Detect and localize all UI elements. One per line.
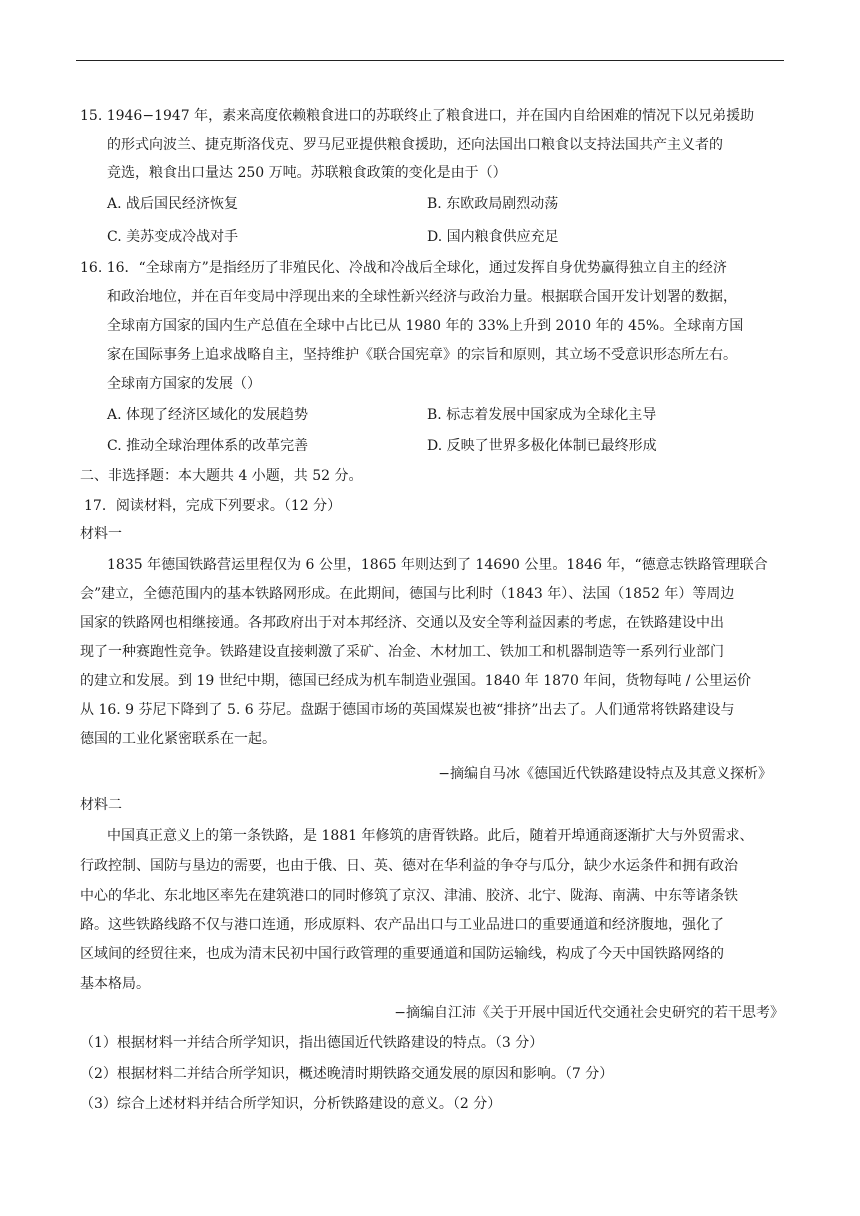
material-2-line-2: 行政控制、国防与垦边的需要，也由于俄、日、英、德对在华利益的争夺与瓜分，缺少水运条件和拥有政治: [80, 858, 738, 874]
q15-stem-line-2: 的形式向波兰、捷克斯洛伐克、罗马尼亚提供粮食援助，还向法国出口粮食以支持法国共产主义者的: [107, 137, 723, 153]
q15-stem-line-3: 竞选，粮食出口量达 250 万吨。苏联粮食政策的变化是由于（）: [107, 165, 507, 181]
material-1-line-5: 的建立和发展。到 19 世纪中期，德国已经成为机车制造业强国。1840 年 1870 年间，货物每吨 / 公里运价: [80, 673, 751, 689]
q17-sub-question-3: （3）综合上述材料并结合所学知识，分析铁路建设的意义。（2 分）: [80, 1096, 502, 1112]
material-2-line-5: 区域间的经贸往来，也成为清末民初中国行政管理的重要通道和国防运输线，构成了今天中国铁路网络的: [80, 946, 724, 962]
q16-option-d[interactable]: D. 反映了世界多极化体制已最终形成: [427, 438, 657, 454]
q16-option-a[interactable]: A. 体现了经济区域化的发展趋势: [107, 407, 309, 423]
material-1-line-1: 1835 年德国铁路营运里程仅为 6 公里，1865 年则达到了 14690 公里。1846 年，“德意志铁路管理联合: [107, 557, 768, 573]
q16-stem-line-5: 全球南方国家的发展（）: [107, 376, 261, 392]
q16-stem-line-4: 家在国际事务上追求战略自主，坚持维护《联合国宪章》的宗旨和原则，其立场不受意识形态所左右。: [107, 347, 737, 363]
material-2-label: 材料二: [80, 797, 122, 813]
material-2-line-6: 基本格局。: [80, 976, 150, 992]
material-2-line-3: 中心的华北、东北地区率先在建筑港口的同时修筑了京汉、津浦、胶济、北宁、陇海、南满、中东等诸条铁: [80, 888, 738, 904]
section-heading: 二、非选择题：本大题共 4 小题，共 52 分。: [80, 468, 363, 484]
material-1-source: −摘编自马冰《德国近代铁路建设特点及其意义探析》: [438, 766, 772, 782]
header-rule: [76, 60, 784, 61]
material-1-line-2: 会”建立，全德范围内的基本铁路网形成。在此期间，德国与比利时（1843 年）、法国（1852 年）等周边: [80, 586, 735, 602]
material-1-line-3: 国家的铁路网也相继接通。各邦政府出于对本邦经济、交通以及安全等利益因素的考虑，在铁路建设中出: [80, 615, 724, 631]
q15-option-d[interactable]: D. 国内粮食供应充足: [427, 229, 559, 245]
material-1-line-7: 德国的工业化紧密联系在一起。: [80, 731, 276, 747]
q16-option-c[interactable]: C. 推动全球治理体系的改革完善: [107, 438, 309, 454]
material-2-line-1: 中国真正意义上的第一条铁路，是 1881 年修筑的唐胥铁路。此后，随着开埠通商逐渐扩大与外贸需求、: [107, 828, 754, 844]
q15-option-c[interactable]: C. 美苏变成冷战对手: [107, 229, 239, 245]
material-1-line-6: 从 16. 9 芬尼下降到了 5. 6 芬尼。盘踞于德国市场的英国煤炭也被“排挤”出去了。人们通常将铁路建设与: [80, 702, 735, 718]
q16-stem-line-3: 全球南方国家的国内生产总值在全球中占比已从 1980 年的 33%上升到 2010 年的 45%。全球南方国: [107, 318, 744, 334]
material-1-label: 材料一: [80, 526, 122, 542]
q15-option-a[interactable]: A. 战后国民经济恢复: [107, 196, 239, 212]
material-2-line-4: 路。这些铁路线路不仅与港口连通，形成原料、农产品出口与工业品进口的重要通道和经济腹地，强化了: [80, 917, 724, 933]
q16-stem-line-1: 16. 16．“全球南方”是指经历了非殖民化、冷战和冷战后全球化，通过发挥自身优势赢得独立自主的经济: [80, 260, 727, 276]
q15-stem-line-1: 15. 1946−1947 年，素来高度依赖粮食进口的苏联终止了粮食进口，并在国内自给困难的情况下以兄弟援助: [80, 108, 755, 124]
material-1-line-4: 现了一种赛跑性竞争。铁路建设直接刺激了采矿、冶金、木材加工、铁加工和机器制造等一系列行业部门: [80, 644, 724, 660]
q16-stem-line-2: 和政治地位，并在百年变局中浮现出来的全球性新兴经济与政治力量。根据联合国开发计划署的数据，: [107, 289, 737, 305]
q17-sub-question-2: （2）根据材料二并结合所学知识，概述晚清时期铁路交通发展的原因和影响。（7 分）: [80, 1066, 614, 1082]
q17-stem: 17．阅读材料，完成下列要求。（12 分）: [84, 498, 342, 514]
material-2-source: −摘编自江沛《关于开展中国近代交通社会史研究的若干思考》: [394, 1005, 784, 1021]
q16-option-b[interactable]: B. 标志着发展中国家成为全球化主导: [427, 407, 657, 423]
q15-option-b[interactable]: B. 东欧政局剧烈动荡: [427, 196, 559, 212]
q17-sub-question-1: （1）根据材料一并结合所学知识，指出德国近代铁路建设的特点。（3 分）: [80, 1035, 544, 1051]
